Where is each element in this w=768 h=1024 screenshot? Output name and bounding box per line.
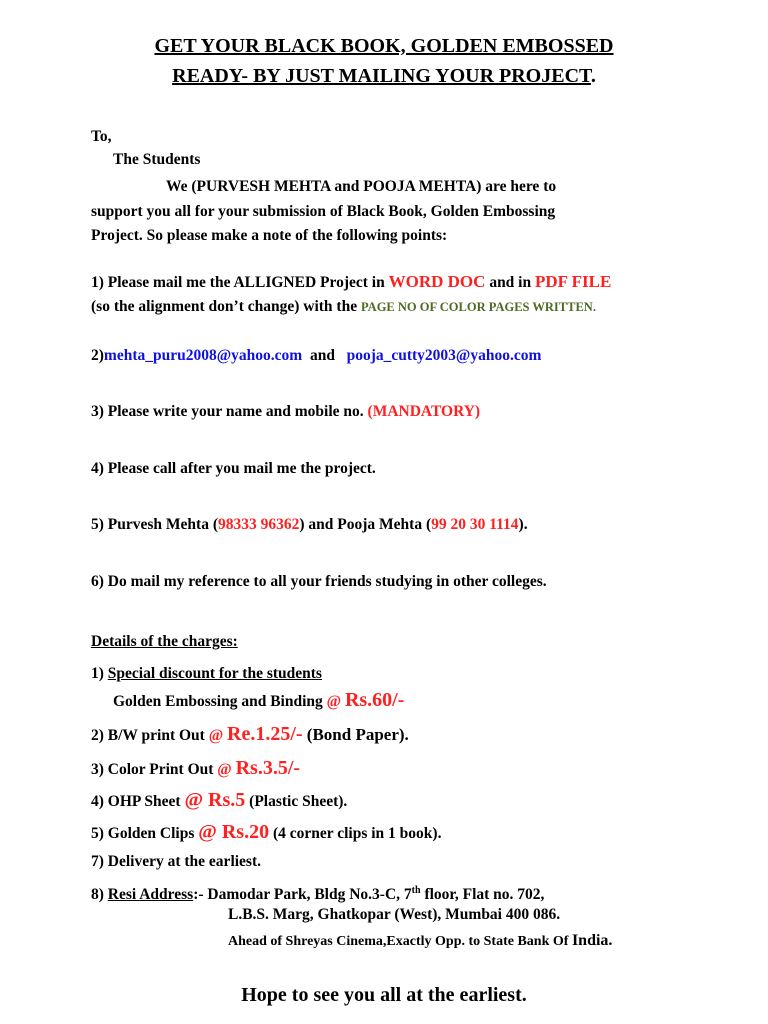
phone-number-2: 99 20 30 1114 [431,516,519,533]
price-golden-clips: Rs.20 [221,821,270,843]
charge-1-detail: Golden Embossing and Binding @ Rs.60/- [113,689,405,711]
point-1-line-2: (so the alignment don’t change) with the PAGE NO OF COLOR PAGES WRITTEN. [91,298,596,315]
color-pages-note: PAGE NO OF COLOR PAGES WRITTEN. [360,300,596,314]
intro-line-2: support you all for your submission of Black Book, Golden Embossing [91,203,556,220]
price-ohp-sheet: Rs.5 [208,789,246,811]
charge-7: 7) Delivery at the earliest. [91,853,262,870]
mandatory-text: (MANDATORY) [367,403,481,420]
charge-5: 5) Golden Clips @ Rs.20 (4 corner clips in 1 book). [91,821,442,843]
point-2-emails: 2)mehta_puru2008@yahoo.com and pooja_cutty2003@yahoo.com [91,347,542,364]
point-5: 5) Purvesh Mehta (98333 96362) and Pooja Mehta (99 20 30 1114). [91,516,528,533]
email-link-2[interactable]: pooja_cutty2003@yahoo.com [346,347,542,364]
point-6: 6) Do mail my reference to all your friends studying in other colleges. [91,573,547,590]
address-line-2: L.B.S. Marg, Ghatkopar (West), Mumbai 400 086. [228,906,561,923]
closing-text: Hope to see you all at the earliest. [241,984,527,1006]
phone-number-1: 98333 96362 [218,516,300,533]
point-4: 4) Please call after you mail me the project. [91,460,376,477]
email-link-1[interactable]: mehta_puru2008@yahoo.com [103,347,303,364]
title-line-2: READY- BY JUST MAILING YOUR PROJECT. [172,65,596,87]
pdf-file-text: PDF FILE [534,272,612,291]
greeting-to: To, [91,128,112,145]
intro-line-3: Project. So please make a note of the following points: [91,227,448,244]
charge-1-title: 1) Special discount for the students [91,665,322,682]
intro-line-1: We (PURVESH MEHTA and POOJA MEHTA) are here to [166,178,557,195]
point-3: 3) Please write your name and mobile no. (MANDATORY) [91,403,481,420]
price-color-print: Rs.3.5/- [235,757,301,779]
word-doc-text: WORD DOC [388,272,486,291]
address-line-1: 8) Resi Address:- Damodar Park, Bldg No.3-C, 7th floor, Flat no. 702, [91,885,545,904]
price-embossing: Rs.60/- [344,689,405,711]
address-line-3: Ahead of Shreyas Cinema,Exactly Opp. to State Bank Of India. [228,932,613,949]
price-bw-print: Re.1.25/- [227,723,303,745]
title-line-1: GET YOUR BLACK BOOK, GOLDEN EMBOSSED [154,35,614,57]
greeting-students: The Students [113,151,201,168]
point-1-line-1: 1) Please mail me the ALLIGNED Project in WORD DOC and in PDF FILE [91,272,612,291]
charge-4: 4) OHP Sheet @ Rs.5 (Plastic Sheet). [91,789,348,811]
charges-heading: Details of the charges: [91,633,238,650]
charge-2: 2) B/W print Out @ Re.1.25/- (Bond Paper). [91,723,409,745]
charge-3: 3) Color Print Out @ Rs.3.5/- [91,757,301,779]
